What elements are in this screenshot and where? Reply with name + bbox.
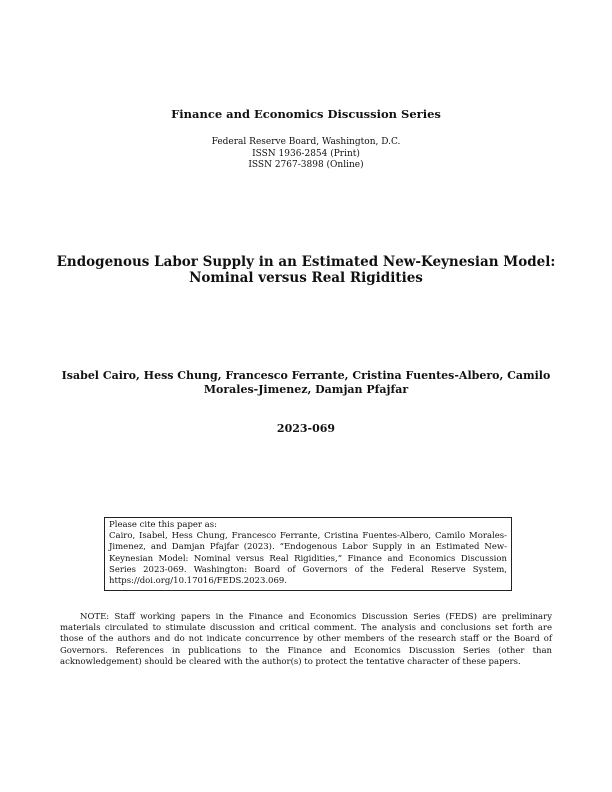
issn-online: ISSN 2767-3898 (Online) (248, 160, 364, 170)
paper-number: 2023-069 (276, 422, 336, 435)
citation-box (104, 517, 512, 591)
series-title: Finance and Economics Discussion Series (171, 107, 441, 121)
paper-authors: Isabel Cairo, Hess Chung, Francesco Ferrante, Cristina Fuentes-Albero, Camilo Morales-Jimenez, Damjan Pfajfar (61, 369, 551, 396)
citation-heading: Please cite this paper as: (109, 520, 217, 530)
publisher-institution: Federal Reserve Board, Washington, D.C. (211, 137, 401, 147)
citation-text: Cairo, Isabel, Hess Chung, Francesco Ferrante, Cristina Fuentes-Albero, Camilo Morales-Jimenez, and Damjan Pfajfar (2023). “Endogenous Labor Supply in an Estimated New-Keynesian Model: Nominal versus Real Rigidities,” Finance and Economics Discussion Series 2023-069. Washington: Board of Governors of the Federal Reserve System, https://doi.org/10.17016/FEDS.2023.069. (109, 531, 507, 587)
issn-print: ISSN 1936-2854 (Print) (252, 148, 360, 159)
paper-title: Endogenous Labor Supply in an Estimated New-Keynesian Model: Nominal versus Real Rigidities (56, 254, 556, 286)
disclaimer-note: NOTE: Staff working papers in the Finance and Economics Discussion Series (FEDS) are preliminary materials circulated to stimulate discussion and critical comment. The analysis and conclusions set forth are those of the authors and do not indicate concurrence by other members of the research staff or the Board of Governors. References in publications to the Finance and Economics Discussion Series (other than acknowledgement) should be cleared with the author(s) to protect the tentative character of these papers. (60, 612, 552, 667)
publisher-block (0, 137, 612, 172)
